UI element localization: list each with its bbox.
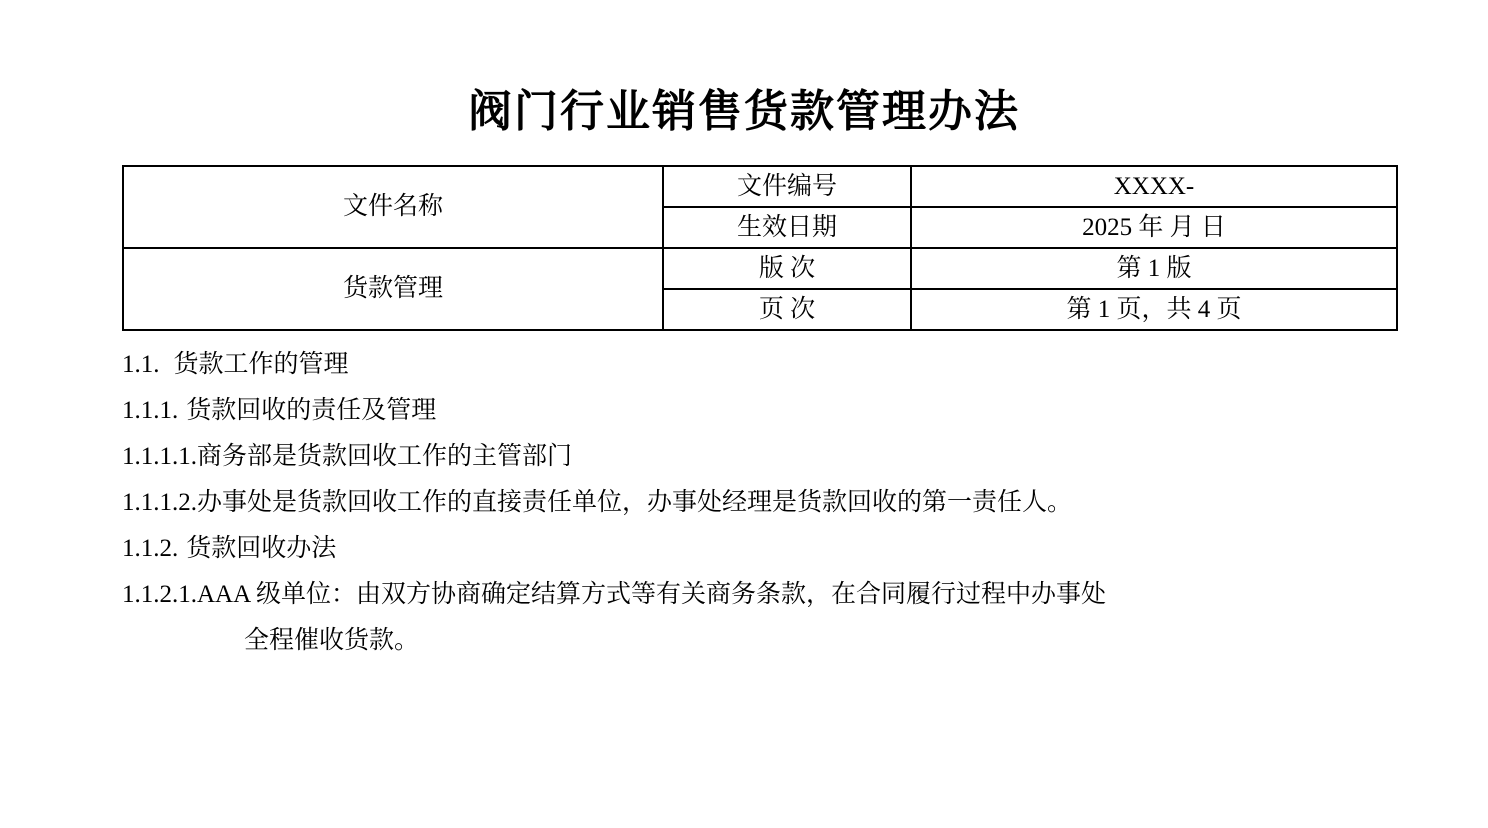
clause-1-1-2-1-continuation: 全程催收货款。 (244, 626, 420, 654)
header-label-file-number: 文件编号 (663, 166, 911, 207)
clause-text: 办事处是货款回收工作的直接责任单位，办事处经理是货款回收的第一责任人。 (197, 488, 1073, 516)
clause-text: 货款回收办法 (186, 534, 337, 562)
clause-1-1-1 (122, 377, 1366, 423)
header-doc-category-cell: 货款管理 (123, 248, 663, 330)
header-value-version: 第 1 版 (911, 248, 1397, 289)
clause-1-1-2 (122, 515, 1366, 561)
header-value-page: 第 1 页，共 4 页 (911, 289, 1397, 330)
clause-text: 货款回收的责任及管理 (186, 396, 437, 424)
clause-text: 商务部是货款回收工作的主管部门 (197, 442, 573, 470)
header-label-page: 页 次 (663, 289, 911, 330)
header-value-effective-date: 2025 年 月 日 (911, 207, 1397, 248)
header-label-effective-date: 生效日期 (663, 207, 911, 248)
clause-1-1-2-1 (122, 561, 1366, 607)
header-file-name-cell: 文件名称 (123, 166, 663, 248)
clause-1-1 (122, 331, 1366, 377)
table-row (123, 166, 1397, 207)
clause-1-1-1-1 (122, 423, 1366, 469)
document-header-table (122, 165, 1398, 331)
document-body (122, 331, 1366, 653)
clause-text: 货款工作的管理 (173, 350, 349, 378)
clause-number: 1.1.2. (122, 534, 179, 562)
clause-text: AAA 级单位：由双方协商确定结算方式等有关商务条款，在合同履行过程中办事处 (197, 580, 1107, 608)
clause-number: 1.1.1.1. (122, 442, 197, 470)
clause-number: 1.1.1.2. (122, 488, 197, 516)
clause-number: 1.1. (122, 350, 160, 378)
table-row (123, 248, 1397, 289)
clause-number: 1.1.2.1. (122, 580, 197, 608)
header-value-file-number: XXXX- (911, 166, 1397, 207)
page-title: 阀门行业销售货款管理办法 (468, 87, 1020, 136)
clause-number: 1.1.1. (122, 396, 179, 424)
header-label-version: 版 次 (663, 248, 911, 289)
clause-1-1-1-2 (122, 469, 1366, 515)
